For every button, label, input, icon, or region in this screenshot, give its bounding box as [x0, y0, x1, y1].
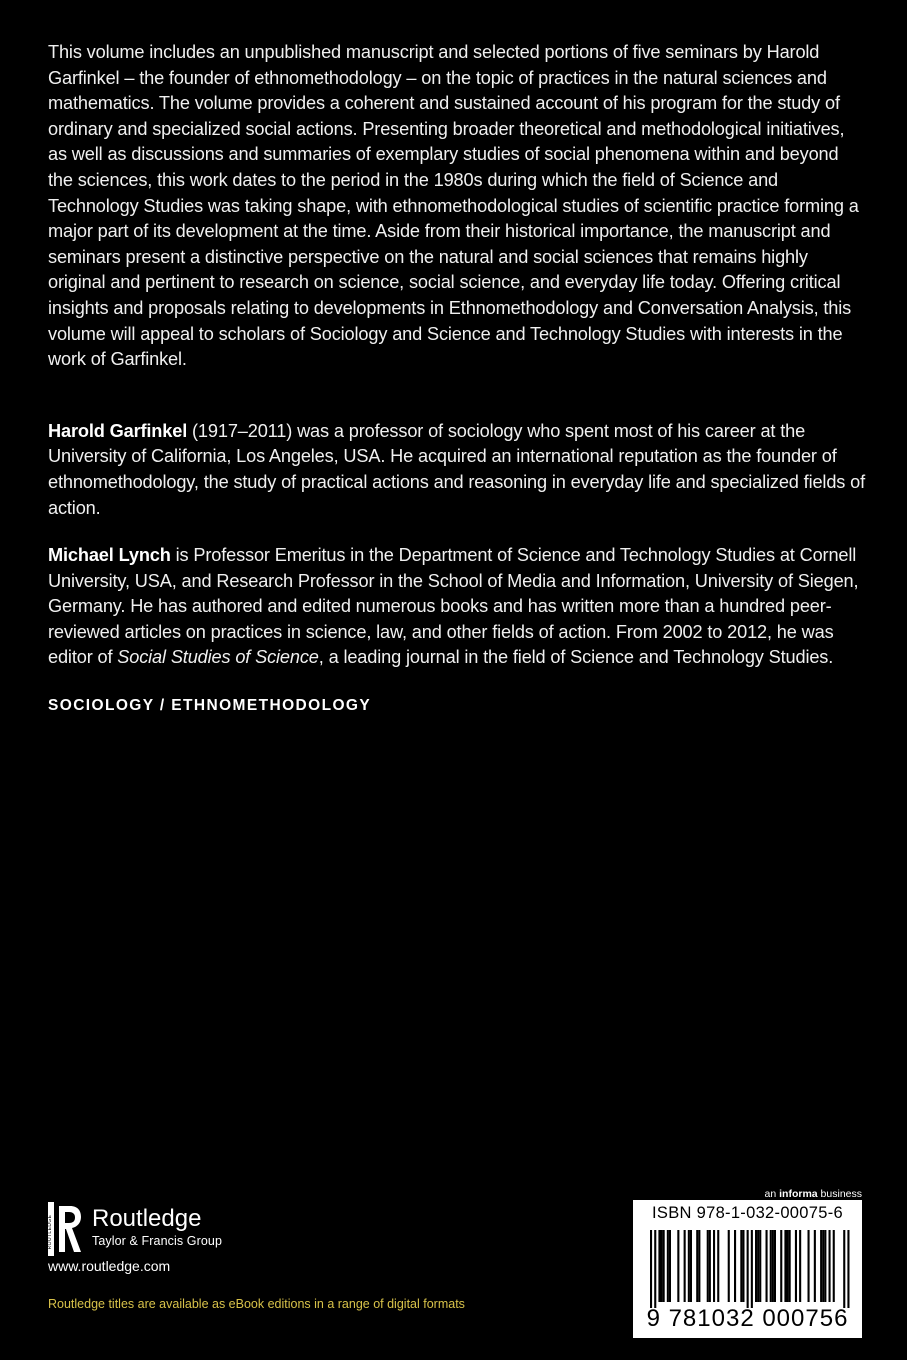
barcode-bar [663, 1230, 665, 1302]
author-bio-lynch [48, 543, 868, 671]
barcode-bar [654, 1230, 656, 1308]
barcode-bar [808, 1230, 810, 1302]
barcode-bar [747, 1230, 749, 1308]
publisher-name: Routledge [92, 1205, 202, 1232]
barcode-bar [684, 1230, 686, 1302]
barcode-bar [728, 1230, 730, 1302]
publisher-logo [48, 1202, 222, 1256]
back-cover-text [48, 40, 868, 715]
barcode-bar [698, 1230, 700, 1302]
barcode-bar [757, 1230, 759, 1302]
barcode-bar [772, 1230, 774, 1302]
barcode-bar [677, 1230, 679, 1302]
isbn-barcode-box [633, 1200, 862, 1338]
barcode-bar [787, 1230, 789, 1302]
barcode-bar [795, 1230, 797, 1302]
barcode-bar [688, 1230, 690, 1302]
isbn-label: ISBN 978-1-032-00075-6 [652, 1204, 843, 1222]
barcode-bar [820, 1230, 822, 1302]
svg-text:ROUTLEDGE: ROUTLEDGE [47, 1214, 53, 1250]
barcode-bar [766, 1230, 768, 1302]
publisher-url[interactable]: www.routledge.com [48, 1258, 171, 1274]
ebook-note: Routledge titles are available as eBook editions in a range of digital formats [48, 1297, 465, 1311]
barcode-bar [658, 1230, 660, 1302]
barcode-bar [667, 1230, 669, 1302]
subject-category: SOCIOLOGY / ETHNOMETHODOLOGY [48, 697, 372, 715]
barcode-bar [774, 1230, 776, 1302]
author-name: Harold Garfinkel [48, 420, 188, 441]
barcode-bar [759, 1230, 761, 1302]
book-description: This volume includes an unpublished manuscript and selected portions of five seminars by Harold Garfinkel – the founder of ethnomethodology – on the topic of practices in the natural sciences and mathematics. The volume provides a coherent and sustained account of his program for the study of ordinary and specialized social actions. Presenting broader theoretical and methodological initiatives, as well as discussions and summaries of exemplary studies of social phenomena within and beyond the sciences, this work dates to the period in the 1980s during which the field of Science and Technology Studies was taking shape, with ethnomethodological studies of scientific practice forming a major part of its development at the time. Aside from their historical importance, the manuscript and seminars present a distinctive perspective on the natural and social sciences that remains highly original and pertinent to research on science, social science, and everyday life today. Offering critical insights and proposals relating to developments in Ethnomethodology and Conversation Analysis, this volume will appeal to scholars of Sociology and Science and Technology Studies with interests in the work of Garfinkel. [48, 42, 859, 370]
barcode-bar [707, 1230, 709, 1302]
barcode [633, 1230, 862, 1308]
journal-title: Social Studies of Science [117, 647, 319, 668]
barcode-bar [669, 1230, 671, 1302]
barcode-bar [824, 1230, 826, 1302]
barcode-bar [740, 1230, 742, 1302]
barcode-bar [843, 1230, 845, 1308]
barcode-bar [789, 1230, 791, 1302]
barcode-bar [833, 1230, 835, 1302]
barcode-bar [755, 1230, 757, 1302]
author-bio-text: (1917–2011) was a professor of sociology who spent most of his career at the University of California, Los Angeles, USA. He acquired an international reputation as the founder of ethnomethodology, the study of practical actions and reasoning in everyday life and specialized fields of action. [48, 420, 866, 518]
barcode-bar [696, 1230, 698, 1302]
barcode-bar [661, 1230, 663, 1302]
barcode-bar [770, 1230, 772, 1302]
barcode-bar [784, 1230, 786, 1302]
barcode-bar [814, 1230, 816, 1302]
barcode-bar [822, 1230, 824, 1302]
barcode-bar [847, 1230, 849, 1308]
barcode-bar [829, 1230, 831, 1302]
barcode-bar [751, 1230, 753, 1308]
routledge-logo-icon [48, 1202, 84, 1256]
author-bio-text: , a leading journal in the field of Science and Technology Studies. [318, 647, 834, 668]
barcode-bar [709, 1230, 711, 1302]
barcode-bar [713, 1230, 715, 1302]
barcode-bar [734, 1230, 736, 1302]
barcode-bar [799, 1230, 801, 1302]
publisher-group: Taylor & Francis Group [92, 1234, 223, 1248]
author-bio-text: is Professor Emeritus in the Department of Science and Technology Studies at Cornell University, USA, and Research Professor in the School of Media and Information, University of Siegen, Germany. He has authored and edited numerous books and has written more than a hundred peer-reviewed articles on practices in science, law, and other fields of action. From 2002 to 2012, he was editor of [48, 545, 859, 668]
barcode-bar [742, 1230, 744, 1302]
author-bio-garfinkel [48, 419, 868, 521]
author-name: Michael Lynch [48, 545, 171, 566]
informa-tagline: an informa business [764, 1188, 862, 1200]
barcode-bar [717, 1230, 719, 1302]
barcode-bar [780, 1230, 782, 1302]
isbn-digits: 9 781032 000756 [646, 1305, 849, 1332]
barcode-bar [650, 1230, 652, 1308]
barcode-bar [690, 1230, 692, 1302]
